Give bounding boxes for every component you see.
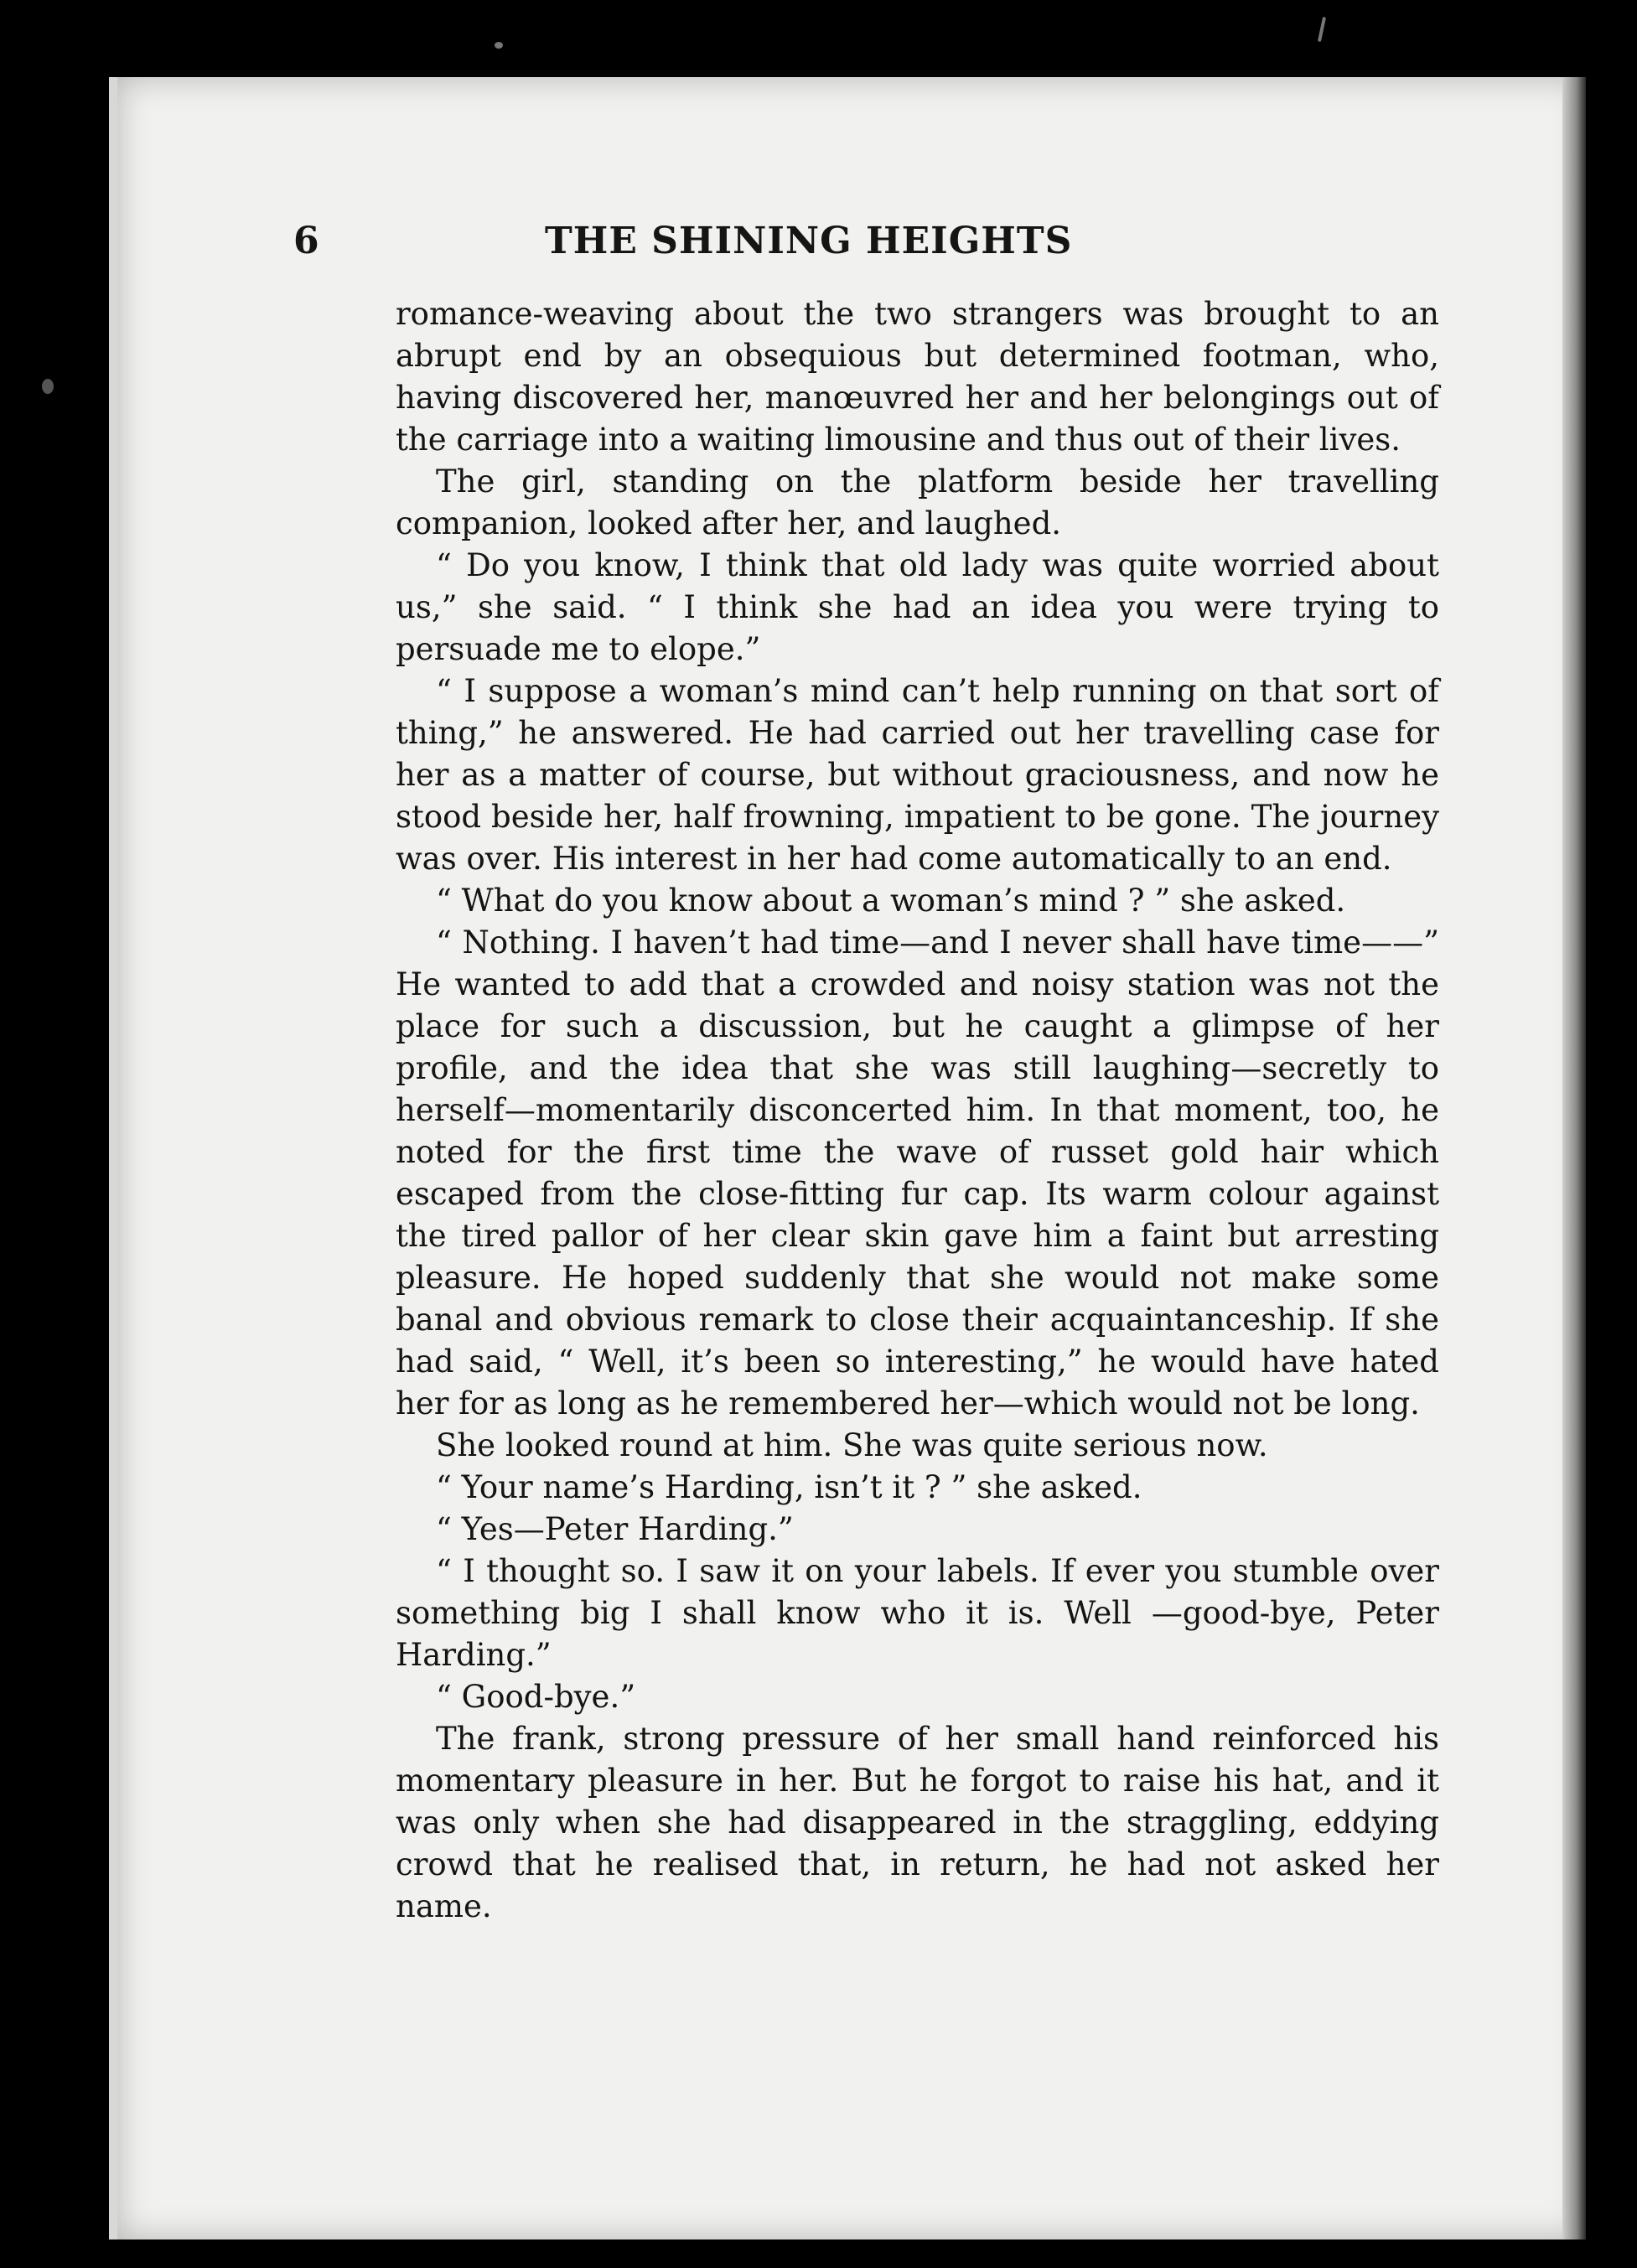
paragraph: “ Good-bye.” [436,1679,636,1715]
running-title: THE SHINING HEIGHTS [545,220,1073,262]
paragraph: She looked round at him. She was quite serious now. [436,1427,1268,1463]
paragraph: romance-weaving about the two strangers was brought to an abrupt end by an obsequious but determined footman, who, having discovered her, manœuvred her and her belongings out of the carriage into a waiting limousine and thus out of their lives. [396,296,1439,458]
paragraph: “ I thought so. I saw it on your labels. If ever you stumble over something big I shall know who it is. Well —good-bye, Peter Harding.” [396,1553,1439,1673]
paragraph: The girl, standing on the platform beside her travelling companion, looked after her, and laughed. [396,463,1439,541]
paragraph: “ Nothing. I haven’t had time—and I never shall have time——” He wanted to add that a crowded and noisy station was not the place for such a discussion, but he caught a glimpse of her profile, and the idea that she was still laughing—secretly to herself—momentarily disconcerted him. In that moment, too, he noted for the first time the wave of russet gold hair which escaped from the close-fitting fur cap. Its warm colour against the tired pallor of her clear skin gave him a faint but arresting pleasure. He hoped suddenly that she would not make some banal and obvious remark to close their acquaintanceship. If she had said, “ Well, it’s been so interesting,” he would have hated her for as long as he remembered her—which would not be long. [396,924,1439,1421]
page-number: 6 [293,220,319,262]
page-edge-shadow [1562,77,1586,2240]
paragraph: The frank, strong pressure of her small hand reinforced his momentary pleasure in her. But he forgot to raise his hat, and it was only when she had disappeared in the straggling, eddying crowd that he realised that, in return, he had not asked her name. [396,1721,1439,1924]
scan-speck [42,379,54,394]
page-header [293,220,1182,278]
paragraph: “ Your name’s Harding, isn’t it ? ” she asked. [436,1469,1142,1505]
scan-speck [1318,17,1326,42]
body-text [396,293,1439,1928]
paragraph: “ Do you know, I think that old lady was quite worried about us,” she said. “ I think she had an idea you were trying to persuade me to elope.” [396,547,1439,667]
scan-speck [495,42,503,49]
paragraph: “ Yes—Peter Harding.” [436,1511,794,1547]
paragraph: “ I suppose a woman’s mind can’t help running on that sort of thing,” he answered. He had carried out her travelling case for her as a matter of course, but without graciousness, and now he stood beside her, half frowning, impatient to be gone. The journey was over. His interest in her had come automatically to an end. [396,673,1439,877]
paragraph: “ What do you know about a woman’s mind ? ” she asked. [436,883,1346,919]
